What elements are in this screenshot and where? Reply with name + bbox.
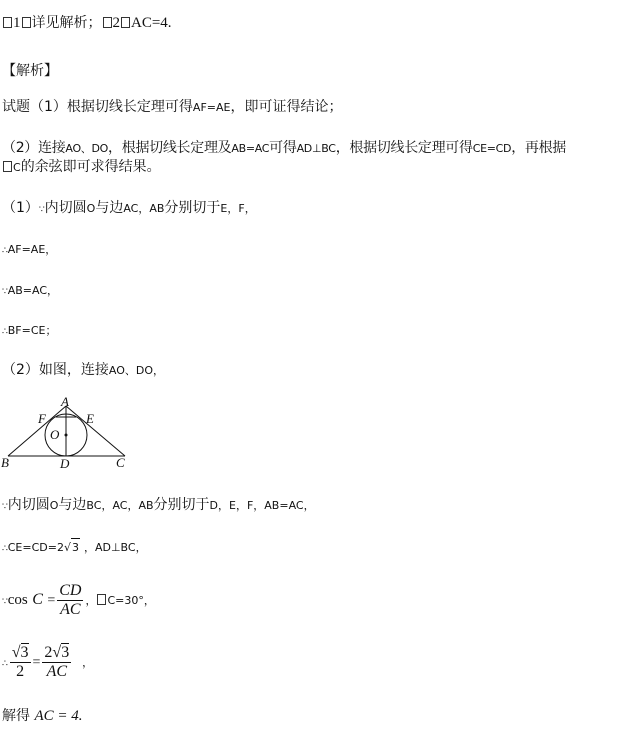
- cos-den: AC: [60, 600, 81, 618]
- ratio-fraction-2: [42, 644, 71, 681]
- ratio2-coef: 2: [44, 643, 53, 661]
- therefore-icon: ∴: [2, 659, 7, 669]
- analysis-heading: 【解析】: [2, 63, 58, 79]
- part1-label: （1）: [2, 200, 39, 216]
- ratio1-den: 2: [16, 662, 25, 680]
- therefore-icon: ∴: [2, 246, 7, 256]
- part2-tangent: [2, 496, 315, 516]
- hint-2-line2: [2, 158, 161, 177]
- part2-cos: [2, 580, 155, 622]
- part2-tangent-a: 内切圆: [7, 497, 50, 513]
- solve-label: 解得: [2, 708, 30, 724]
- side-ac: [66, 406, 125, 456]
- label-a: A: [61, 396, 69, 409]
- part1-intro: [2, 199, 256, 219]
- label-c: C: [116, 455, 125, 470]
- part2-intro: [2, 361, 164, 380]
- solve-result: AC = 4.: [34, 708, 83, 724]
- geometry-diagram: [0, 396, 140, 472]
- hint2-line2-text: 的余弦即可求得结果。: [20, 159, 161, 175]
- part1-step3-text: BF=CE；: [7, 324, 57, 337]
- ratio-eq: =: [32, 655, 41, 670]
- missing-glyph-icon: [121, 17, 130, 28]
- because-icon: ∵: [38, 205, 44, 215]
- cos-eq: =: [47, 593, 56, 608]
- ratio-after: ，: [82, 656, 94, 669]
- hint2-e: 可得: [269, 140, 297, 156]
- answer-paren2: 2: [112, 15, 120, 31]
- cos-var: C: [32, 591, 43, 608]
- sqrt-radicand: 3: [71, 538, 80, 557]
- ratio1-num: √3: [11, 643, 29, 661]
- part1-step2: [2, 281, 58, 301]
- part1-intro-b: 内切圆: [44, 200, 87, 216]
- hint2-a: （2）连接: [2, 140, 66, 156]
- part2-tangent-e: 分别切于: [153, 497, 210, 513]
- ratio1-rad: 3: [20, 643, 29, 661]
- ratio-fraction-1: [10, 644, 31, 681]
- hint-2-line1: [2, 139, 566, 158]
- hint2-b: AO、DO: [65, 142, 109, 155]
- part1-step3: [2, 321, 56, 341]
- hint1-eq: AF=AE: [192, 101, 231, 114]
- answer-paren1: 1: [13, 15, 21, 31]
- part1-intro-c: O: [86, 202, 96, 215]
- label-o: O: [50, 427, 60, 442]
- hint2-i: ，再根据: [511, 140, 567, 156]
- because-icon: ∵: [2, 597, 7, 607]
- answer-line: [2, 14, 172, 32]
- missing-glyph-icon: [103, 17, 112, 28]
- hint2-c: ，根据切线长定理及: [108, 140, 232, 156]
- hint2-angle-c: C: [13, 161, 21, 174]
- part1-step2-text: AB=AC，: [7, 284, 59, 297]
- part1-intro-g: E，F，: [220, 202, 256, 215]
- part2-ce-a: CE=CD=2: [7, 541, 64, 554]
- label-e: E: [86, 411, 94, 426]
- answer-part1: 详见解析；: [31, 15, 102, 31]
- label-f: F: [38, 411, 46, 426]
- center-point: [65, 434, 68, 437]
- hint1-prefix: 试题（1）根据切线长定理可得: [2, 99, 193, 115]
- hint2-f: AD⊥BC: [296, 142, 336, 155]
- ratio2-num: 2√3: [44, 643, 70, 661]
- label-d: D: [60, 456, 70, 471]
- part1-step1: [2, 240, 56, 260]
- answer-part2: AC=4.: [131, 15, 172, 31]
- hint2-h: CE=CD: [472, 142, 512, 155]
- part2-tangent-d: BC，AC，AB: [86, 499, 154, 512]
- part1-intro-f: 分别切于: [164, 200, 221, 216]
- because-icon: ∵: [2, 502, 7, 512]
- part2-tangent-f: D，E，F，AB=AC，: [209, 499, 315, 512]
- cos-after-a: ，: [85, 594, 97, 607]
- part2-intro-a: （2）如图，连接: [2, 362, 109, 378]
- ratio2-rad: 3: [61, 643, 70, 661]
- hint2-g: ，根据切线长定理可得: [335, 140, 473, 156]
- part2-ratio: [2, 642, 93, 684]
- ratio2-den: AC: [46, 662, 68, 680]
- part2-ce: [2, 538, 147, 558]
- part2-ce-b: ，AD⊥BC，: [83, 541, 147, 554]
- because-icon: ∵: [2, 287, 7, 297]
- label-b: B: [1, 455, 9, 470]
- cos-fraction: [57, 582, 83, 619]
- cos-num: CD: [59, 581, 82, 599]
- cos-fn: cos: [7, 592, 28, 608]
- sqrt-3: √3: [64, 538, 80, 557]
- therefore-icon: ∴: [2, 544, 7, 554]
- part1-intro-e: AC，AB: [123, 202, 165, 215]
- part2-solve: [2, 707, 83, 725]
- therefore-icon: ∴: [2, 327, 7, 337]
- part2-tangent-c: 与边: [58, 497, 87, 513]
- part2-tangent-b: O: [49, 499, 59, 512]
- missing-glyph-icon: [22, 17, 31, 28]
- part2-intro-b: AO、DO，: [108, 364, 165, 377]
- hint1-suffix: ，即可证得结论；: [230, 99, 343, 115]
- cos-after-b: C=30°，: [107, 594, 155, 607]
- hint2-d: AB=AC: [231, 142, 270, 155]
- hint-1: [2, 98, 342, 117]
- part1-step1-text: AF=AE，: [7, 243, 57, 256]
- part1-intro-d: 与边: [95, 200, 124, 216]
- angle-symbol-icon: [3, 161, 12, 172]
- angle-symbol-icon: [97, 594, 106, 605]
- missing-glyph-icon: [3, 17, 12, 28]
